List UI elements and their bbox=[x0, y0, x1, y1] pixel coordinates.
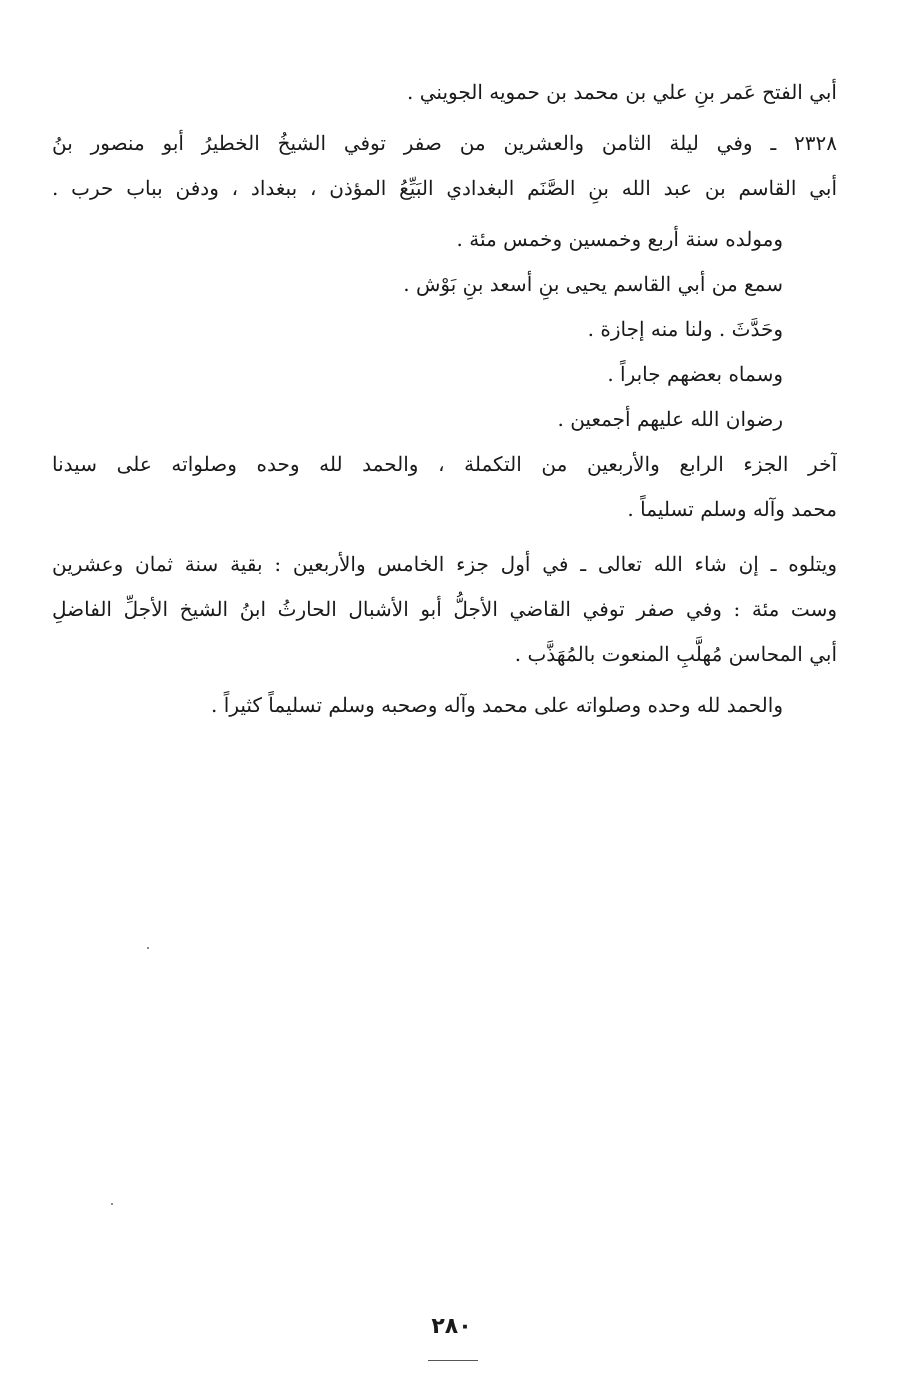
text-line: ومولده سنة أربع وخمسين وخمس مئة . bbox=[456, 227, 783, 251]
footer-rule bbox=[428, 1360, 478, 1361]
colophon-line: آخر الجزء الرابع والأربعين من التكملة ، والحمد لله وحده وصلواته على سيدنا bbox=[52, 452, 837, 476]
continuation-line: وست مئة : وفي صفر توفي القاضي الأجلُّ أبو الأشبال الحارثُ ابنُ الشيخ الأجلِّ الفاضلِ bbox=[52, 597, 837, 621]
entry-2328-heading: ٢٣٢٨ ـ وفي ليلة الثامن والعشرين من صفر توفي الشيخُ الخطيرُ أبو منصور بنُ bbox=[52, 131, 837, 155]
colophon-line: محمد وآله وسلم تسليماً . bbox=[627, 497, 837, 521]
document-body bbox=[52, 70, 837, 728]
scan-speck bbox=[147, 947, 149, 949]
text-line: وسماه بعضهم جابراً . bbox=[607, 362, 783, 386]
continuation-line: ويتلوه ـ إن شاء الله تعالى ـ في أول جزء الخامس والأربعين : بقية سنة ثمان وعشرين bbox=[52, 552, 837, 576]
text-line: أبي الفتح عَمر بنِ علي بن محمد بن حمويه الجويني . bbox=[407, 80, 837, 104]
text-line: أبي القاسم بن عبد الله بنِ الصَّنَم البغدادي البَيِّعُ المؤذن ، ببغداد ، ودفن بباب حرب . bbox=[52, 176, 837, 200]
text-line: رضوان الله عليهم أجمعين . bbox=[557, 407, 783, 431]
text-line: وحَدَّثَ . ولنا منه إجازة . bbox=[587, 317, 783, 341]
scan-speck bbox=[111, 1203, 113, 1205]
page-number: ٢٨٠ bbox=[431, 1314, 472, 1339]
text-line: سمع من أبي القاسم يحيى بنِ أسعد بنِ بَوْش . bbox=[403, 272, 783, 296]
closing-line: والحمد لله وحده وصلواته على محمد وآله وصحبه وسلم تسليماً كثيراً . bbox=[211, 693, 783, 717]
continuation-line: أبي المحاسن مُهلَّبِ المنعوت بالمُهَذَّب . bbox=[514, 642, 837, 666]
